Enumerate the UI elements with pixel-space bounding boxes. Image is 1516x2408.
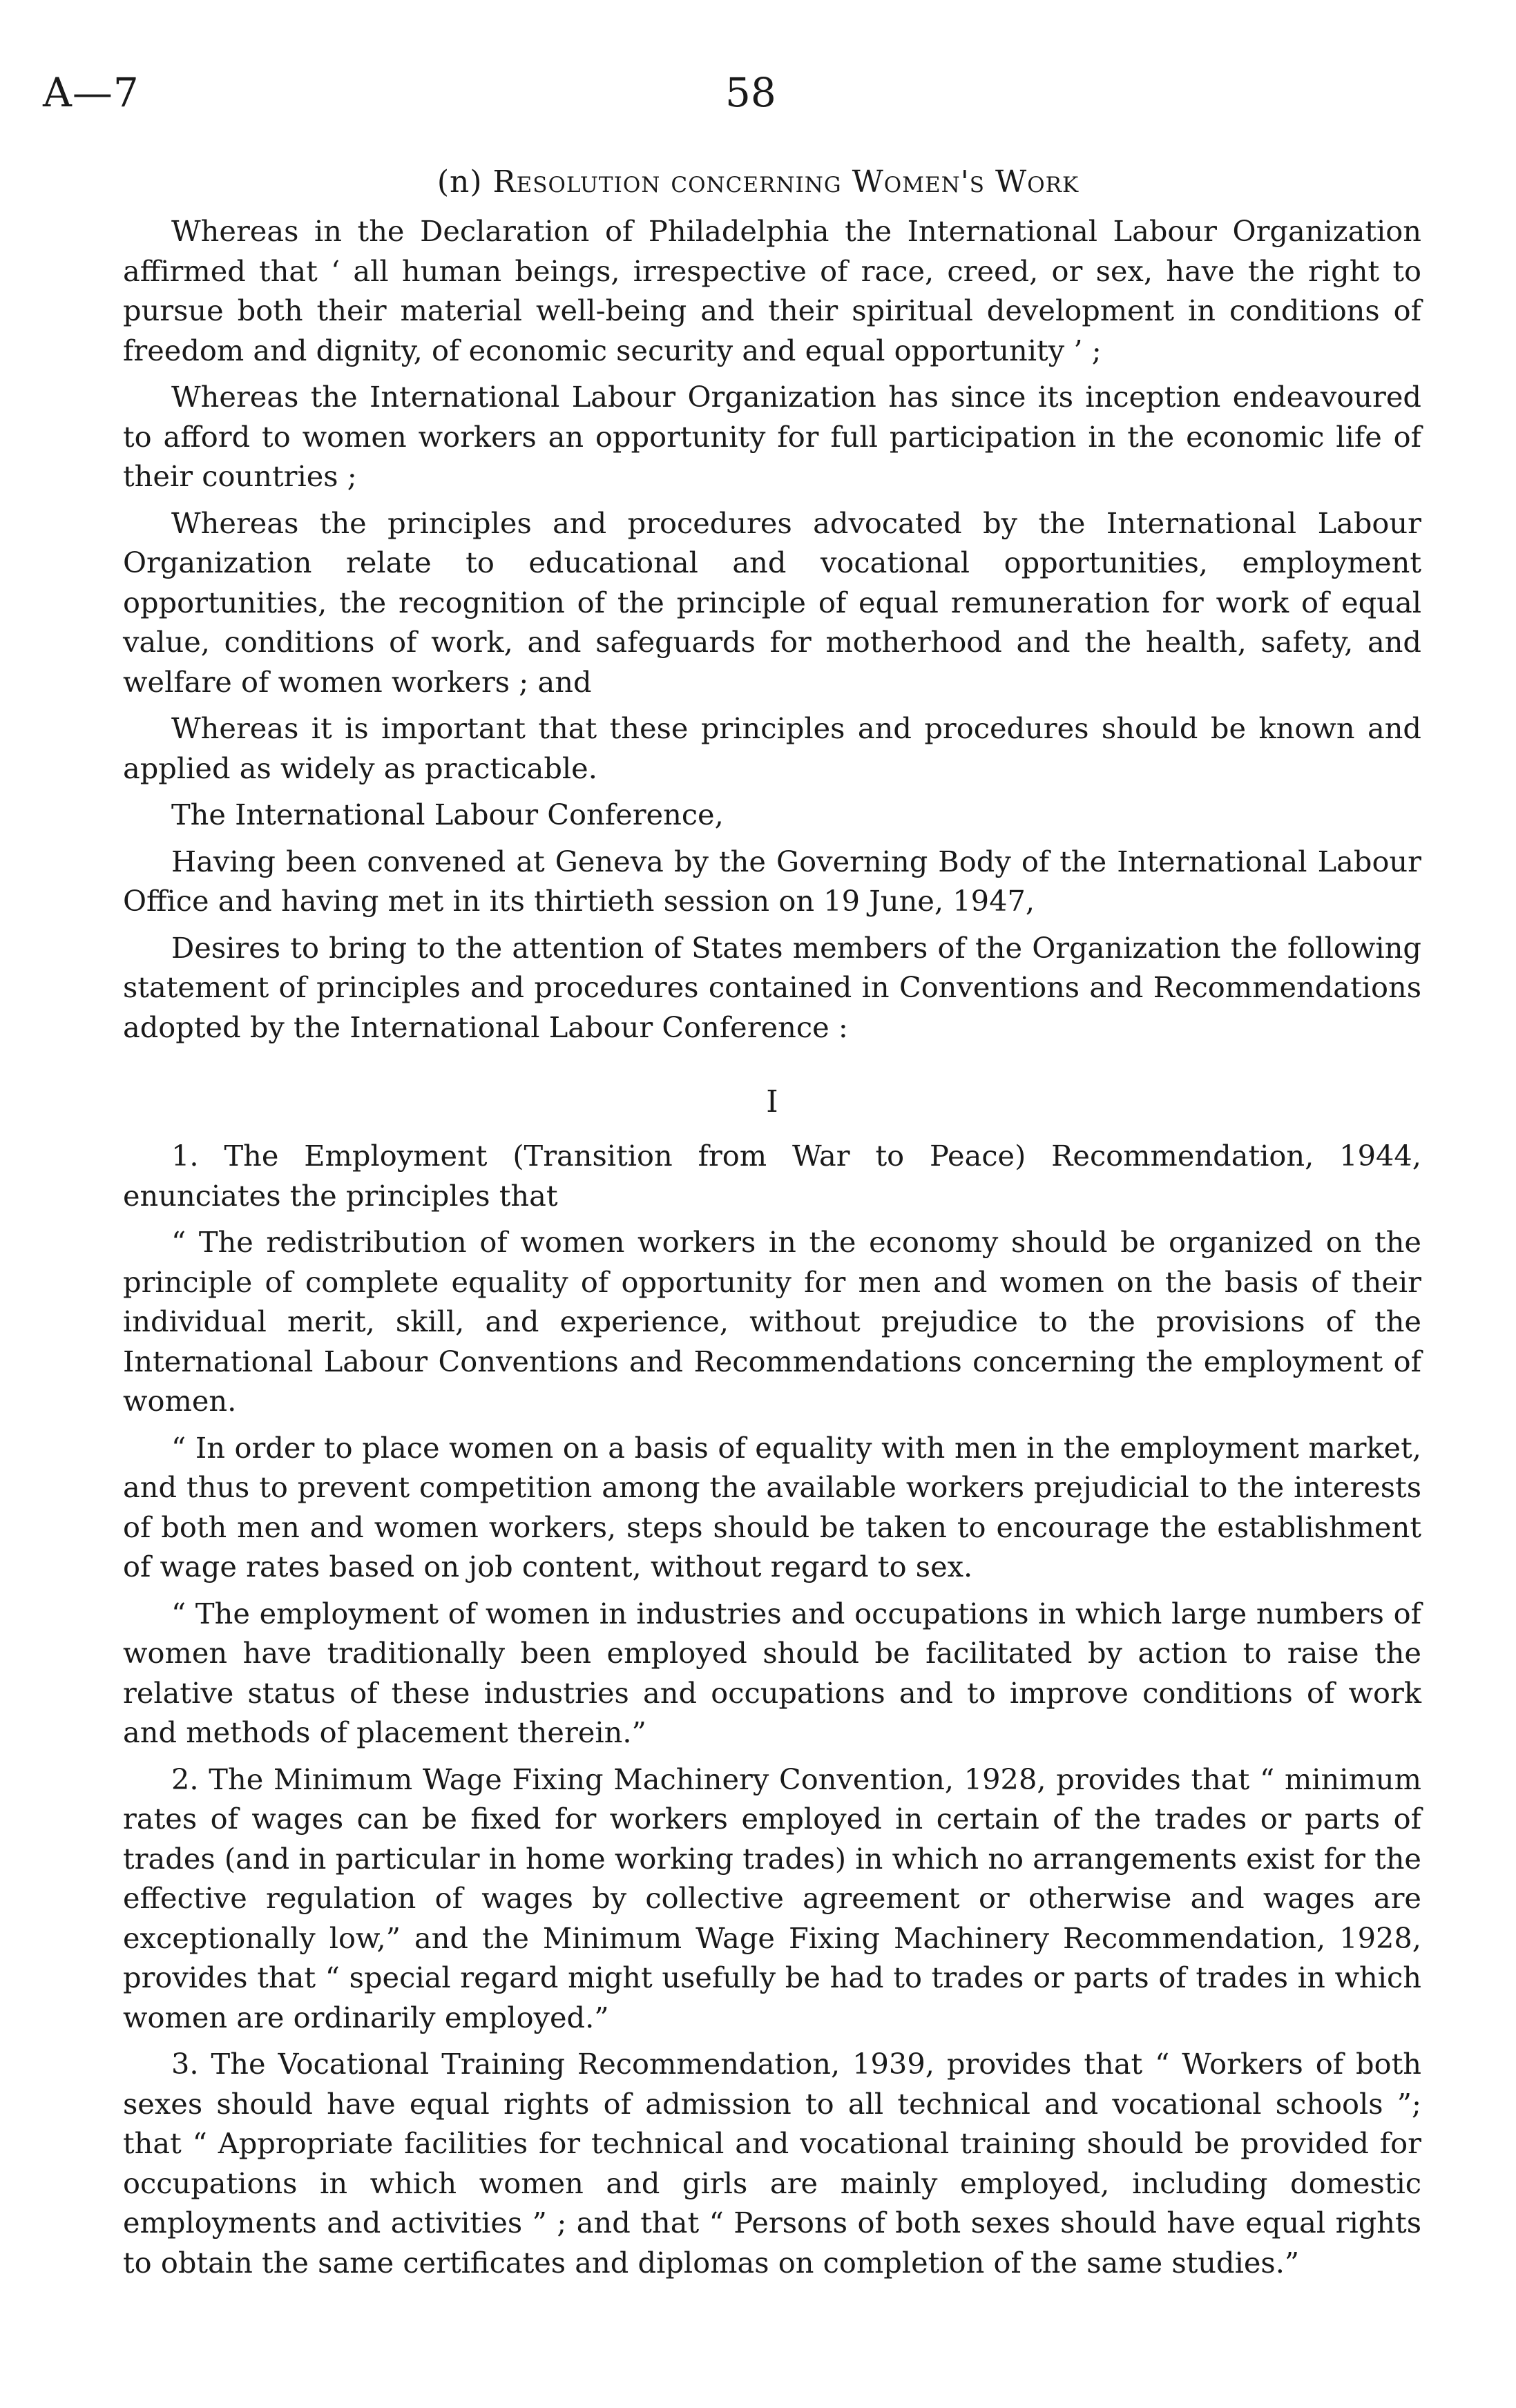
quoted-paragraph: “ The employment of women in industries and occupations in which large numbers of women have traditionally been employed should be facilitated by action to raise the relative status of these industries and occupations and to improve conditions of work and methods of placement therein.” (123, 1596, 1421, 1749)
preamble-paragraph: Whereas in the Declaration of Philadelphia the International Labour Organization affirmed that ‘ all human beings, irrespective of race, creed, or sex, have the right to pursue both their material well-being and their spiritual development in conditions of freedom and dignity, of economic security and equal opportunity ’ ; (123, 214, 1421, 367)
item-paragraph: 1. The Employment (Transition from War to Peace) Recommendation, 1944, enunciates the principles that (123, 1139, 1421, 1213)
page-number: 58 (725, 69, 776, 116)
resolution-title-text: Resolution concerning Women's Work (492, 164, 1080, 200)
preamble-paragraph: Whereas it is important that these principles and procedures should be known and applied as widely as practicable. (123, 711, 1421, 785)
section-heading: I (766, 1084, 778, 1119)
document-body (123, 211, 1421, 2282)
preamble-paragraph: The International Labour Conference, (171, 798, 724, 831)
quoted-paragraph: “ In order to place women on a basis of equality with men in the employment market, and thus to prevent competition among the available workers prejudicial to the interests of both men and women workers, steps should be taken to encourage the establishment of wage rates based on job content, without regard to sex. (123, 1430, 1421, 1583)
document-reference: A—7 (43, 69, 140, 116)
preamble-paragraph: Having been convened at Geneva by the Governing Body of the International Labour Office and having met in its thirtieth session on 19 June, 1947, (123, 844, 1421, 918)
preamble-paragraph: Whereas the International Labour Organization has since its inception endeavoured to afford to women workers an opportunity for full participation in the economic life of their countries ; (123, 380, 1421, 493)
resolution-label: (n) (436, 164, 483, 200)
quoted-paragraph: “ The redistribution of women workers in the economy should be organized on the principle of complete equality of opportunity for men and women on the basis of their individual merit, skill, and experience, without prejudice to the provisions of the International Labour Conventions and Recommendations concerning the employment of women. (123, 1225, 1421, 1418)
resolution-title (0, 164, 1516, 200)
page-header (0, 69, 1516, 124)
item-paragraph: 3. The Vocational Training Recommendation, 1939, provides that “ Workers of both sexes should have equal rights of admission to all technical and vocational schools ”; that “ Appropriate facilities for technical and vocational training should be provided for occupations in which women and girls are mainly employed, including domestic employments and activities ” ; and that “ Persons of both sexes should have equal rights to obtain the same certificates and diplomas on completion of the same studies.” (123, 2047, 1421, 2280)
preamble-paragraph: Desires to bring to the attention of States members of the Organization the following statement of principles and procedures contained in Conventions and Recommendations adopted by the International Labour Conference : (123, 930, 1421, 1044)
preamble-paragraph: Whereas the principles and procedures advocated by the International Labour Organization relate to educational and vocational opportunities, employment opportunities, the recognition of the principle of equal remuneration for work of equal value, conditions of work, and safeguards for motherhood and the health, safety, and welfare of women workers ; and (123, 505, 1421, 699)
item-paragraph: 2. The Minimum Wage Fixing Machinery Convention, 1928, provides that “ minimum rates of wages can be fixed for workers employed in certain of the trades or parts of trades (and in particular in home working trades) in which no arrangements exist for the effective regulation of wages by collective agreement or otherwise and wages are exceptionally low,” and the Minimum Wage Fixing Machinery Recommendation, 1928, provides that “ special regard might usefully be had to trades or parts of trades in which women are ordinarily employed.” (123, 1762, 1421, 2034)
